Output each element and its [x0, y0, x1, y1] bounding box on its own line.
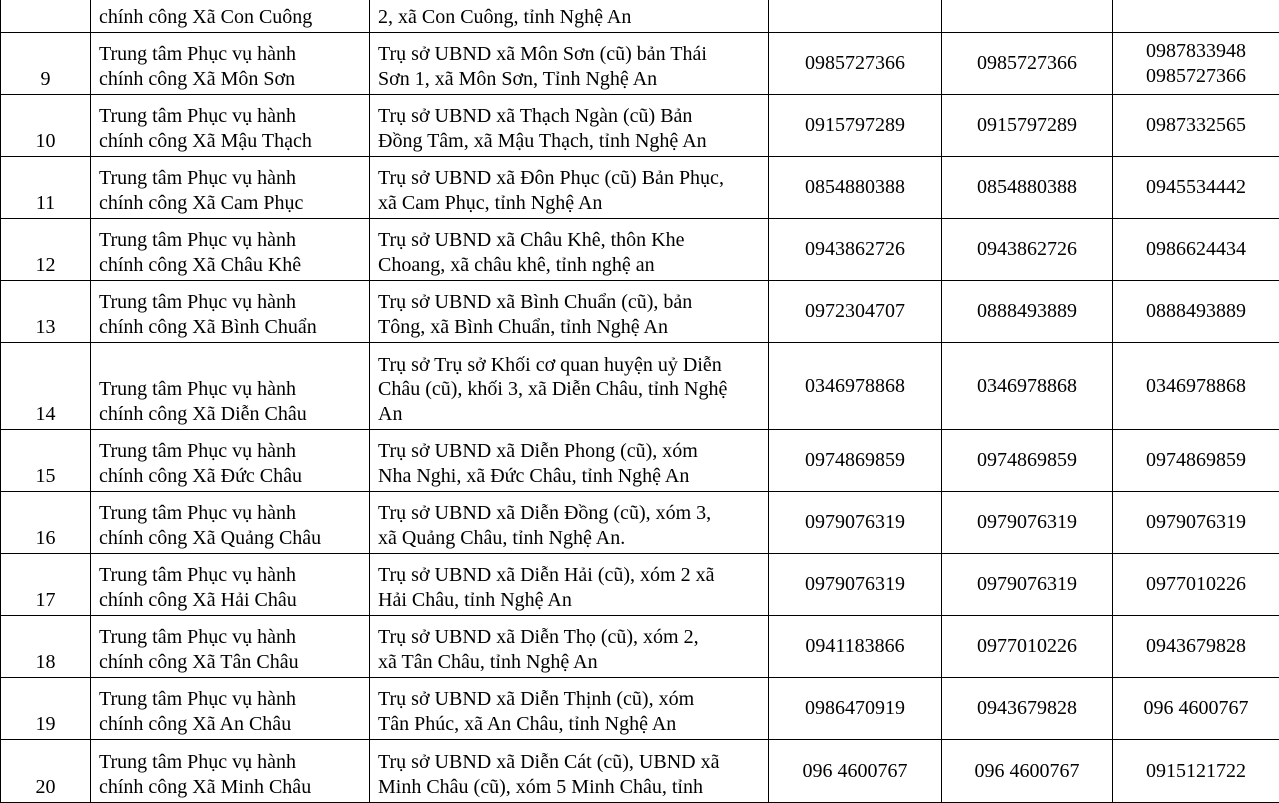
table-row	[1, 678, 1279, 740]
center-address-line: Trụ sở UBND xã Diễn Hải (cũ), xóm 2 xã	[378, 563, 760, 588]
center-address-line: Nha Nghi, xã Đức Châu, tỉnh Nghệ An	[378, 464, 760, 489]
table-row	[1, 219, 1279, 281]
phone-3-line: 0985727366	[1121, 64, 1271, 89]
center-address	[370, 157, 769, 219]
phone-3-line: 0987833948	[1121, 39, 1271, 64]
phone-3-line: 0943679828	[1121, 634, 1271, 659]
table-row	[1, 554, 1279, 616]
row-number: 12	[1, 219, 91, 281]
center-address-line: Châu (cũ), khối 3, xã Diễn Châu, tỉnh Nghệ	[378, 377, 760, 402]
center-name-line: chính công Xã Hải Châu	[99, 588, 361, 613]
phone-3	[1113, 219, 1279, 281]
row-number: 18	[1, 616, 91, 678]
phone-1: 0915797289	[769, 95, 942, 157]
table-row	[1, 343, 1279, 430]
center-name	[91, 678, 370, 740]
phone-2: 096 4600767	[942, 740, 1113, 803]
center-address	[370, 616, 769, 678]
phone-2: 0346978868	[942, 343, 1113, 430]
center-name-line: Trung tâm Phục vụ hành	[99, 166, 361, 191]
center-address-line: Trụ sở UBND xã Môn Sơn (cũ) bản Thái	[378, 42, 760, 67]
phone-3	[1113, 616, 1279, 678]
phone-3	[1113, 343, 1279, 430]
center-name-line: Trung tâm Phục vụ hành	[99, 228, 361, 253]
center-address-line: Hải Châu, tỉnh Nghệ An	[378, 588, 760, 613]
center-name	[91, 616, 370, 678]
table-body	[1, 0, 1279, 803]
table-row	[1, 492, 1279, 554]
center-address	[370, 281, 769, 343]
center-address-line: Sơn 1, xã Môn Sơn, Tỉnh Nghệ An	[378, 67, 760, 92]
phone-2: 0943679828	[942, 678, 1113, 740]
phone-2: 0943862726	[942, 219, 1113, 281]
center-address-line: Đồng Tâm, xã Mậu Thạch, tỉnh Nghệ An	[378, 129, 760, 154]
center-address	[370, 678, 769, 740]
center-address	[370, 343, 769, 430]
phone-3-line: 0346978868	[1121, 374, 1271, 399]
row-number: 16	[1, 492, 91, 554]
phone-3-line: 0888493889	[1121, 299, 1271, 324]
table-row	[1, 0, 1279, 33]
center-address-line: Trụ sở UBND xã Diễn Phong (cũ), xóm	[378, 439, 760, 464]
phone-2: 0915797289	[942, 95, 1113, 157]
center-name-line: chính công Xã Diễn Châu	[99, 402, 361, 427]
phone-3	[1113, 0, 1279, 33]
phone-1: 0346978868	[769, 343, 942, 430]
center-name-line: Trung tâm Phục vụ hành	[99, 377, 361, 402]
phone-2: 0888493889	[942, 281, 1113, 343]
table-row	[1, 281, 1279, 343]
center-address-line: xã Quảng Châu, tỉnh Nghệ An.	[378, 526, 760, 551]
table-row	[1, 430, 1279, 492]
row-number: 15	[1, 430, 91, 492]
center-address	[370, 95, 769, 157]
phone-2: 0985727366	[942, 33, 1113, 95]
center-address-line: Trụ sở UBND xã Châu Khê, thôn Khe	[378, 228, 760, 253]
phone-3-line: 0977010226	[1121, 572, 1271, 597]
center-name-line: Trung tâm Phục vụ hành	[99, 104, 361, 129]
table-row	[1, 740, 1279, 803]
center-name	[91, 0, 370, 33]
row-number: 10	[1, 95, 91, 157]
phone-1: 0854880388	[769, 157, 942, 219]
center-name-line: chính công Xã Quảng Châu	[99, 526, 361, 551]
center-address-line: Trụ sở UBND xã Diễn Đồng (cũ), xóm 3,	[378, 501, 760, 526]
phone-1: 0979076319	[769, 554, 942, 616]
center-address-line: xã Cam Phục, tỉnh Nghệ An	[378, 191, 760, 216]
row-number	[1, 0, 91, 33]
phone-1: 096 4600767	[769, 740, 942, 803]
row-number: 20	[1, 740, 91, 803]
center-address-line: Trụ sở UBND xã Bình Chuẩn (cũ), bản	[378, 290, 760, 315]
phone-1: 0941183866	[769, 616, 942, 678]
row-number: 17	[1, 554, 91, 616]
center-name-line: chính công Xã An Châu	[99, 712, 361, 737]
phone-2: 0974869859	[942, 430, 1113, 492]
center-address-line: Trụ sở UBND xã Đôn Phục (cũ) Bản Phục,	[378, 166, 760, 191]
phone-1	[769, 0, 942, 33]
center-name	[91, 281, 370, 343]
center-name-line: Trung tâm Phục vụ hành	[99, 687, 361, 712]
center-name	[91, 492, 370, 554]
center-address	[370, 219, 769, 281]
center-name	[91, 219, 370, 281]
center-name-line: Trung tâm Phục vụ hành	[99, 750, 361, 775]
center-address-line: xã Tân Châu, tỉnh Nghệ An	[378, 650, 760, 675]
center-name-line: chính công Xã Mậu Thạch	[99, 129, 361, 154]
phone-1: 0979076319	[769, 492, 942, 554]
table-row	[1, 95, 1279, 157]
center-name	[91, 33, 370, 95]
center-name-line: Trung tâm Phục vụ hành	[99, 501, 361, 526]
center-address-line: Tân Phúc, xã An Châu, tỉnh Nghệ An	[378, 712, 760, 737]
center-name	[91, 343, 370, 430]
phone-3-line: 0915121722	[1121, 759, 1271, 784]
phone-3	[1113, 740, 1279, 803]
center-address-line: 2, xã Con Cuông, tỉnh Nghệ An	[378, 5, 760, 30]
center-name-line: chính công Xã Bình Chuẩn	[99, 315, 361, 340]
center-name-line: chính công Xã Cam Phục	[99, 191, 361, 216]
phone-3-line: 0979076319	[1121, 510, 1271, 535]
phone-2: 0979076319	[942, 492, 1113, 554]
phone-3	[1113, 678, 1279, 740]
phone-3-line: 0986624434	[1121, 237, 1271, 262]
row-number: 9	[1, 33, 91, 95]
center-name	[91, 430, 370, 492]
phone-3	[1113, 33, 1279, 95]
center-name-line: chính công Xã Con Cuông	[99, 5, 361, 30]
phone-3	[1113, 492, 1279, 554]
center-name-line: chính công Xã Tân Châu	[99, 650, 361, 675]
center-address	[370, 33, 769, 95]
center-address-line: Trụ sở UBND xã Diễn Thịnh (cũ), xóm	[378, 687, 760, 712]
center-name-line: chính công Xã Môn Sơn	[99, 67, 361, 92]
center-address-line: Trụ sở Trụ sở Khối cơ quan huyện uỷ Diễn	[378, 353, 760, 378]
phone-3-line: 0945534442	[1121, 175, 1271, 200]
phone-3	[1113, 554, 1279, 616]
center-name-line: Trung tâm Phục vụ hành	[99, 290, 361, 315]
phone-3	[1113, 157, 1279, 219]
phone-3-line: 096 4600767	[1121, 696, 1271, 721]
center-name-line: Trung tâm Phục vụ hành	[99, 625, 361, 650]
phone-1: 0986470919	[769, 678, 942, 740]
row-number: 19	[1, 678, 91, 740]
center-address-line: Tông, xã Bình Chuẩn, tỉnh Nghệ An	[378, 315, 760, 340]
phone-3	[1113, 95, 1279, 157]
phone-2	[942, 0, 1113, 33]
row-number: 14	[1, 343, 91, 430]
phone-1: 0974869859	[769, 430, 942, 492]
phone-3-line: 0974869859	[1121, 448, 1271, 473]
center-name-line: Trung tâm Phục vụ hành	[99, 563, 361, 588]
table-row	[1, 157, 1279, 219]
phone-1: 0943862726	[769, 219, 942, 281]
phone-3	[1113, 281, 1279, 343]
center-name	[91, 740, 370, 803]
center-name-line: chính công Xã Đức Châu	[99, 464, 361, 489]
center-address-line: Choang, xã châu khê, tỉnh nghệ an	[378, 253, 760, 278]
row-number: 11	[1, 157, 91, 219]
center-name	[91, 554, 370, 616]
center-address-line: Minh Châu (cũ), xóm 5 Minh Châu, tỉnh	[378, 775, 760, 800]
center-address-line: Trụ sở UBND xã Diễn Cát (cũ), UBND xã	[378, 750, 760, 775]
table-row	[1, 616, 1279, 678]
center-name	[91, 95, 370, 157]
phone-1: 0972304707	[769, 281, 942, 343]
phone-3	[1113, 430, 1279, 492]
center-name-line: Trung tâm Phục vụ hành	[99, 439, 361, 464]
center-name-line: chính công Xã Châu Khê	[99, 253, 361, 278]
center-address	[370, 492, 769, 554]
center-address-line: An	[378, 402, 760, 427]
center-name	[91, 157, 370, 219]
phone-3-line: 0987332565	[1121, 113, 1271, 138]
center-address-line: Trụ sở UBND xã Diễn Thọ (cũ), xóm 2,	[378, 625, 760, 650]
row-number: 13	[1, 281, 91, 343]
center-address	[370, 740, 769, 803]
center-name-line: Trung tâm Phục vụ hành	[99, 42, 361, 67]
phone-1: 0985727366	[769, 33, 942, 95]
center-name-line: chính công Xã Minh Châu	[99, 775, 361, 800]
phone-2: 0854880388	[942, 157, 1113, 219]
phone-2: 0977010226	[942, 616, 1113, 678]
center-address-line: Trụ sở UBND xã Thạch Ngàn (cũ) Bản	[378, 104, 760, 129]
table-row	[1, 33, 1279, 95]
center-address	[370, 0, 769, 33]
center-address	[370, 554, 769, 616]
center-address	[370, 430, 769, 492]
phone-2: 0979076319	[942, 554, 1113, 616]
